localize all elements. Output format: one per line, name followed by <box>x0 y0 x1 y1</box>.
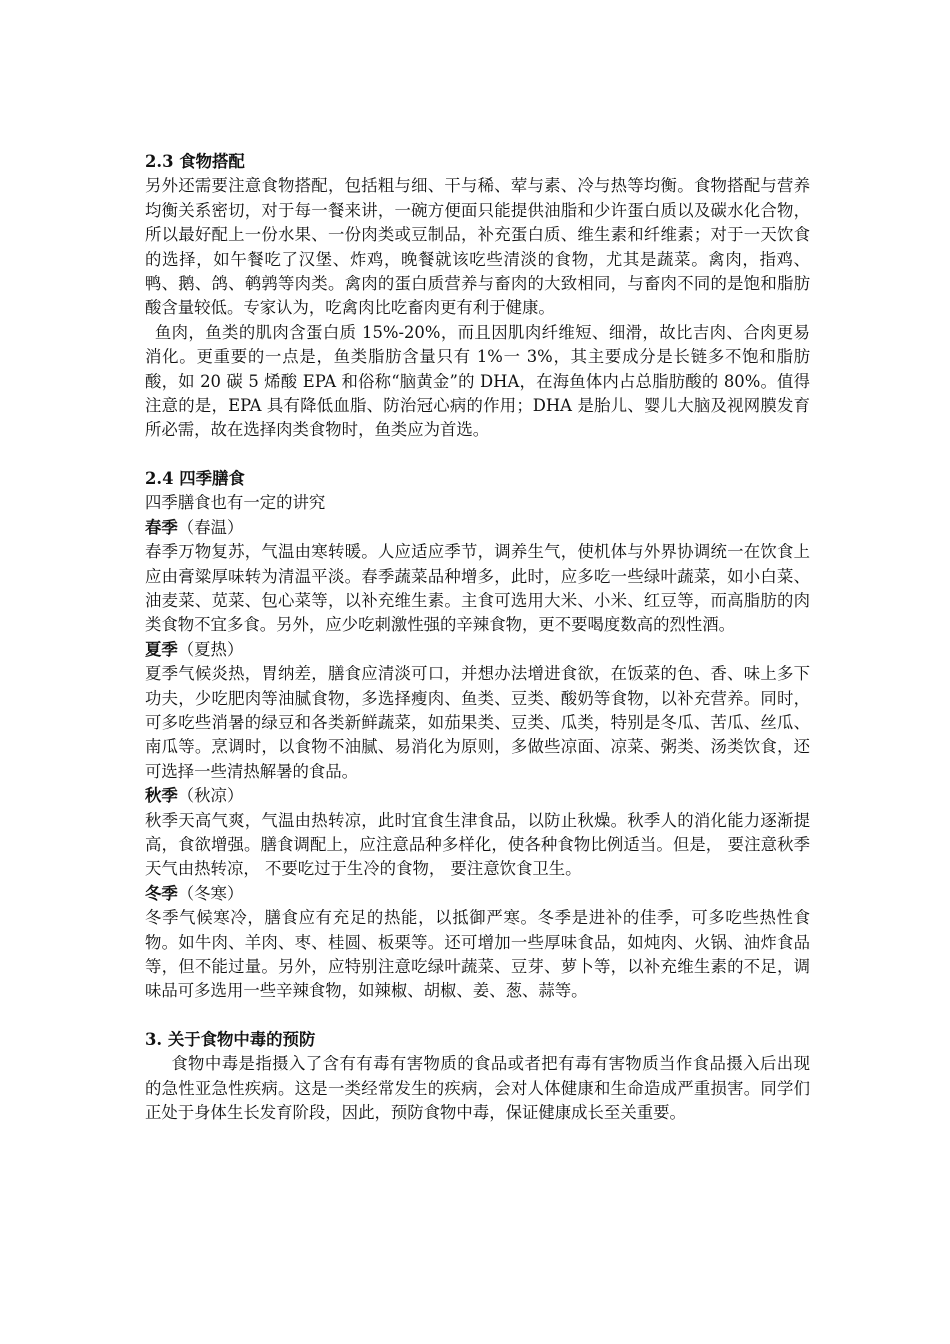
season-name: 春季 <box>145 517 178 537</box>
paragraph-spring: 春季万物复苏，气温由寒转暖。人应适应季节，调养生气，使机体与外界协调统一在饮食上应由膏粱厚味转为清温平淡。春季蔬菜品种增多，此时，应多吃一些绿叶蔬菜，如小白菜、油麦菜、苋菜、包心菜等，以补充维生素。主食可选用大米、小米、红豆等，而高脂肪的肉类食物不宜多食。另外，应少吃刺激性强的辛辣食物，更不要喝度数高的烈性酒。 <box>145 542 810 635</box>
paragraph-food-pairing: 另外还需要注意食物搭配，包括粗与细、干与稀、荤与素、冷与热等均衡。食物搭配与营养均衡关系密切，对于每一餐来讲，一碗方便面只能提供油脂和少许蛋白质以及碳水化合物，所以最好配上一份水果、一份肉类或豆制品，补充蛋白质、维生素和纤维素；对于一天饮食的选择，如午餐吃了汉堡、炸鸡，晚餐就该吃些清淡的食物，尤其是蔬菜。禽肉，指鸡、鸭、鹅、鸽、鹌鹑等肉类。禽肉的蛋白质营养与畜肉的大致相同，与畜肉不同的是饱和脂肪酸含量较低。专家认为，吃禽肉比吃畜肉更有利于健康。 <box>145 176 810 318</box>
season-sub: （春温） <box>177 517 244 537</box>
season-sub: （夏热） <box>177 639 244 659</box>
paragraph-food-poisoning: 食物中毒是指摄入了含有有毒有害物质的食品或者把有毒有害物质当作食品摄入后出现的急性亚急性疾病。这是一类经常发生的疾病，会对人体健康和生命造成严重损害。同学们正处于身体生长发育阶段，因此，预防食物中毒，保证健康成长至关重要。 <box>145 1054 810 1123</box>
spacer <box>145 1004 810 1028</box>
paragraph-autumn: 秋季天高气爽，气温由热转凉，此时宜食生津食品，以防止秋燥。秋季人的消化能力逐渐提高，食欲增强。膳食调配上，应注意品种多样化，使各种食物比例适当。但是， 要注意秋季天气由热转凉， 不要吃过于生冷的食物， 要注意饮食卫生。 <box>145 810 810 879</box>
season-name: 冬季 <box>145 883 178 903</box>
season-name: 秋季 <box>145 786 178 806</box>
season-title-winter <box>145 882 810 906</box>
season-title-autumn <box>145 784 810 808</box>
season-sub: （冬寒） <box>177 883 244 903</box>
section-heading-seasonal-diet: 2.4 四季膳食 <box>145 468 245 488</box>
paragraph-fish: 鱼肉，鱼类的肌肉含蛋白质 15%-20%，而且因肌肉纤维短、细滑，故比吉肉、合肉更易消化。更重要的一点是，鱼类脂肪含量只有 1%一 3%，其主要成分是长链多不饱和脂肪酸，如 20 碳 5 烯酸 EPA 和俗称“脑黄金”的 DHA，在海鱼体内占总脂肪酸的 80%。值得注意的是，EPA 具有降低血脂、防治冠心病的作用；DHA 是胎儿、婴儿大脑及视网膜发育所必需，故在选择肉类食物时，鱼类应为首选。 <box>145 322 810 440</box>
season-title-summer <box>145 638 810 662</box>
paragraph-seasonal-intro: 四季膳食也有一定的讲究 <box>145 493 326 513</box>
season-sub: （秋凉） <box>177 786 244 806</box>
season-name: 夏季 <box>145 639 178 659</box>
document-page <box>145 150 810 1125</box>
spacer <box>145 443 810 467</box>
paragraph-winter: 冬季气候寒冷，膳食应有充足的热能，以抵御严寒。冬季是进补的佳季，可多吃些热性食物。如牛肉、羊肉、枣、桂圆、板栗等。还可增加一些厚味食品，如炖肉、火锅、油炸食品等，但不能过量。另外，应特别注意吃绿叶蔬菜、豆芽、萝卜等，以补充维生素的不足，调味品可多选用一些辛辣食物，如辣椒、胡椒、姜、葱、蒜等。 <box>145 908 810 1001</box>
paragraph-summer: 夏季气候炎热，胃纳差，膳食应清淡可口，并想办法增进食欲，在饭菜的色、香、味上多下功夫，少吃肥肉等油腻食物，多选择瘦肉、鱼类、豆类、酸奶等食物，以补充营养。同时，可多吃些消暑的绿豆和各类新鲜蔬菜，如茄果类、豆类、瓜类，特别是冬瓜、苦瓜、丝瓜、南瓜等。烹调时，以食物不油腻、易消化为原则，多做些凉面、凉菜、粥类、汤类饮食，还可选择一些清热解暑的食品。 <box>145 664 810 781</box>
section-heading-food-pairing: 2.3 食物搭配 <box>145 152 245 171</box>
section-heading-food-poisoning: 3. 关于食物中毒的预防 <box>145 1029 316 1049</box>
season-title-spring <box>145 516 810 540</box>
